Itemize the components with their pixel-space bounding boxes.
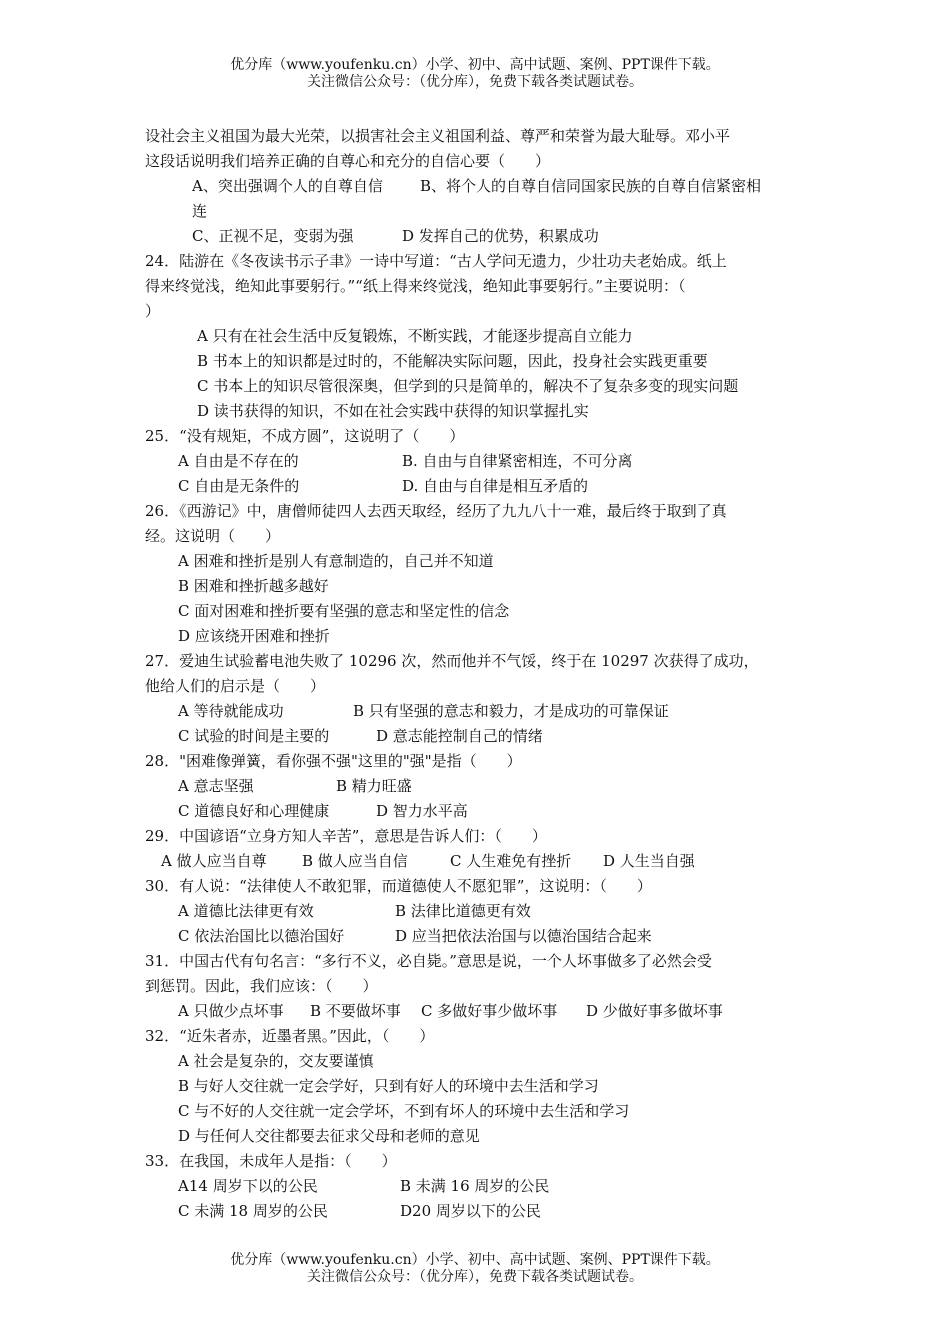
- option-b: B 精力旺盛: [336, 777, 412, 795]
- option-c: C 人生难免有挫折: [450, 852, 572, 870]
- option-a: A 社会是复杂的，交友要谨慎: [178, 1052, 374, 1070]
- question-text: 得来终觉浅，绝知此事要躬行。”“纸上得来终觉浅，绝知此事要躬行。”主要说明：（: [145, 277, 686, 295]
- option-d: D 智力水平高: [376, 802, 468, 820]
- option-row: [145, 849, 810, 874]
- option-c: C 未满 18 周岁的公民: [178, 1202, 328, 1220]
- option-row: [145, 224, 810, 249]
- option-a: A 只有在社会生活中反复锻炼，不断实践，才能逐步提高自立能力: [197, 327, 633, 345]
- question-text: 25．“没有规矩，不成方圆”，这说明了（ ）: [145, 427, 465, 445]
- question-text: 26．《西游记》中，唐僧师徒四人去西天取经，经历了九九八十一难，最后终于取到了真: [145, 502, 727, 520]
- question-29: [145, 824, 810, 874]
- question-text: 这段话说明我们培养正确的自尊心和充分的自信心要（ ）: [145, 152, 551, 170]
- question-text: 28．"困难像弹簧，看你强不强"这里的"强"是指（ ）: [145, 752, 522, 770]
- option-c: C 书本上的知识尽管很深奥，但学到的只是简单的，解决不了复杂多变的现实问题: [197, 377, 739, 395]
- option-b: B 做人应当自信: [302, 852, 408, 870]
- question-24: [145, 249, 810, 424]
- option-d: D 发挥自己的优势，积累成功: [402, 227, 599, 245]
- question-31: [145, 949, 810, 1024]
- option-d: D 应当把依法治国与以德治国结合起来: [395, 927, 652, 945]
- option-c: C 依法治国比以德治国好: [178, 927, 345, 945]
- question-23: [145, 124, 810, 249]
- option-row: [145, 799, 810, 824]
- option-b: B 法律比道德更有效: [395, 902, 531, 920]
- option-row: [145, 1174, 810, 1199]
- question-text: 他给人们的启示是（ ）: [145, 677, 326, 695]
- question-27: [145, 649, 810, 749]
- option-d: D 少做好事多做坏事: [586, 1002, 723, 1020]
- question-text: 30．有人说：“法律使人不敢犯罪，而道德使人不愿犯罪”，这说明：（ ）: [145, 877, 652, 895]
- question-26: [145, 499, 810, 649]
- option-b: B、将个人的自尊自信同国家民族的自尊自信紧密相: [420, 177, 762, 195]
- question-30: [145, 874, 810, 949]
- option-b: B 未满 16 周岁的公民: [400, 1177, 550, 1195]
- option-b-continued: 连: [192, 202, 208, 220]
- question-text: 经。这说明（ ）: [145, 527, 281, 545]
- option-c: C 道德良好和心理健康: [178, 802, 330, 820]
- option-c: C 与不好的人交往就一定会学坏，不到有坏人的环境中去生活和学习: [178, 1102, 630, 1120]
- option-row: [145, 449, 810, 474]
- question-text: 33．在我国，未成年人是指：（ ）: [145, 1152, 397, 1170]
- page-header: [0, 57, 950, 91]
- question-28: [145, 749, 810, 824]
- option-b: B 只有坚强的意志和毅力，才是成功的可靠保证: [353, 702, 669, 720]
- option-row: [145, 899, 810, 924]
- option-row: [145, 1199, 810, 1224]
- option-a: A、突出强调个人的自尊自信: [192, 177, 383, 195]
- option-b: B 困难和挫折越多越好: [178, 577, 329, 595]
- option-a: A14 周岁下以的公民: [178, 1177, 318, 1195]
- footer-line-2: 关注微信公众号：（优分库），免费下载各类试题试卷。: [307, 1269, 643, 1285]
- header-line-2: 关注微信公众号：（优分库），免费下载各类试题试卷。: [307, 74, 643, 90]
- option-b: B 与好人交往就一定会学好，只到有好人的环境中去生活和学习: [178, 1077, 599, 1095]
- option-d: D 意志能控制自己的情绪: [376, 727, 543, 745]
- option-row: [145, 474, 810, 499]
- option-d: D20 周岁以下的公民: [400, 1202, 541, 1220]
- option-c: C、正视不足，变弱为强: [192, 227, 354, 245]
- option-c: C 自由是无条件的: [178, 477, 300, 495]
- option-a: A 意志坚强: [178, 777, 254, 795]
- question-text: 24．陆游在《冬夜读书示子聿》一诗中写道：“古人学问无遗力，少壮功夫老始成。纸上: [145, 252, 727, 270]
- option-row: [145, 174, 810, 199]
- option-row: [145, 999, 810, 1024]
- option-row: [145, 699, 810, 724]
- footer-line-1: 优分库（www.youfenku.cn）小学、初中、高中试题、案例、PPT课件下载。: [230, 1252, 720, 1268]
- option-d: D 人生当自强: [603, 852, 695, 870]
- option-d: D 与任何人交往都要去征求父母和老师的意见: [178, 1127, 480, 1145]
- question-list: [145, 124, 810, 1224]
- option-a: A 只做少点坏事: [178, 1002, 284, 1020]
- question-text: 27．爱迪生试验蓄电池失败了 10296 次，然而他并不气馁，终于在 10297 次获得了成功，: [145, 652, 759, 670]
- option-a: A 困难和挫折是别人有意制造的，自己并不知道: [178, 552, 494, 570]
- option-c: C 多做好事少做坏事: [421, 1002, 558, 1020]
- question-25: [145, 424, 810, 499]
- option-d: D 应该绕开困难和挫折: [178, 627, 330, 645]
- option-row: [145, 924, 810, 949]
- question-text: 29．中国谚语“立身方知人辛苦”，意思是告诉人们：（ ）: [145, 827, 547, 845]
- question-text: 到惩罚。因此，我们应该：（ ）: [145, 977, 378, 995]
- option-b: B. 自由与自律紧密相连，不可分离: [402, 452, 633, 470]
- question-text: ）: [145, 302, 161, 320]
- question-text: 32．“近朱者赤，近墨者黑。”因此，（ ）: [145, 1027, 435, 1045]
- option-c: C 试验的时间是主要的: [178, 727, 330, 745]
- question-text: 设社会主义祖国为最大光荣，以损害社会主义祖国利益、尊严和荣誉为最大耻辱。邓小平: [145, 127, 731, 145]
- option-b: B 不要做坏事: [310, 1002, 401, 1020]
- question-text: 31．中国古代有句名言：“多行不义，必自毙。”意思是说，一个人坏事做多了必然会受: [145, 952, 712, 970]
- question-33: [145, 1149, 810, 1224]
- option-a: A 等待就能成功: [178, 702, 284, 720]
- question-32: [145, 1024, 810, 1149]
- option-d: D 读书获得的知识，不如在社会实践中获得的知识掌握扎实: [197, 402, 589, 420]
- option-row: [145, 774, 810, 799]
- option-a: A 做人应当自尊: [161, 852, 267, 870]
- page-footer: [0, 1252, 950, 1286]
- header-line-1: 优分库（www.youfenku.cn）小学、初中、高中试题、案例、PPT课件下载。: [230, 57, 720, 73]
- option-d: D. 自由与自律是相互矛盾的: [402, 477, 589, 495]
- option-a: A 自由是不存在的: [178, 452, 299, 470]
- option-b: B 书本上的知识都是过时的，不能解决实际问题，因此，投身社会实践更重要: [197, 352, 708, 370]
- option-row: [145, 724, 810, 749]
- option-a: A 道德比法律更有效: [178, 902, 314, 920]
- option-c: C 面对困难和挫折要有坚强的意志和坚定性的信念: [178, 602, 510, 620]
